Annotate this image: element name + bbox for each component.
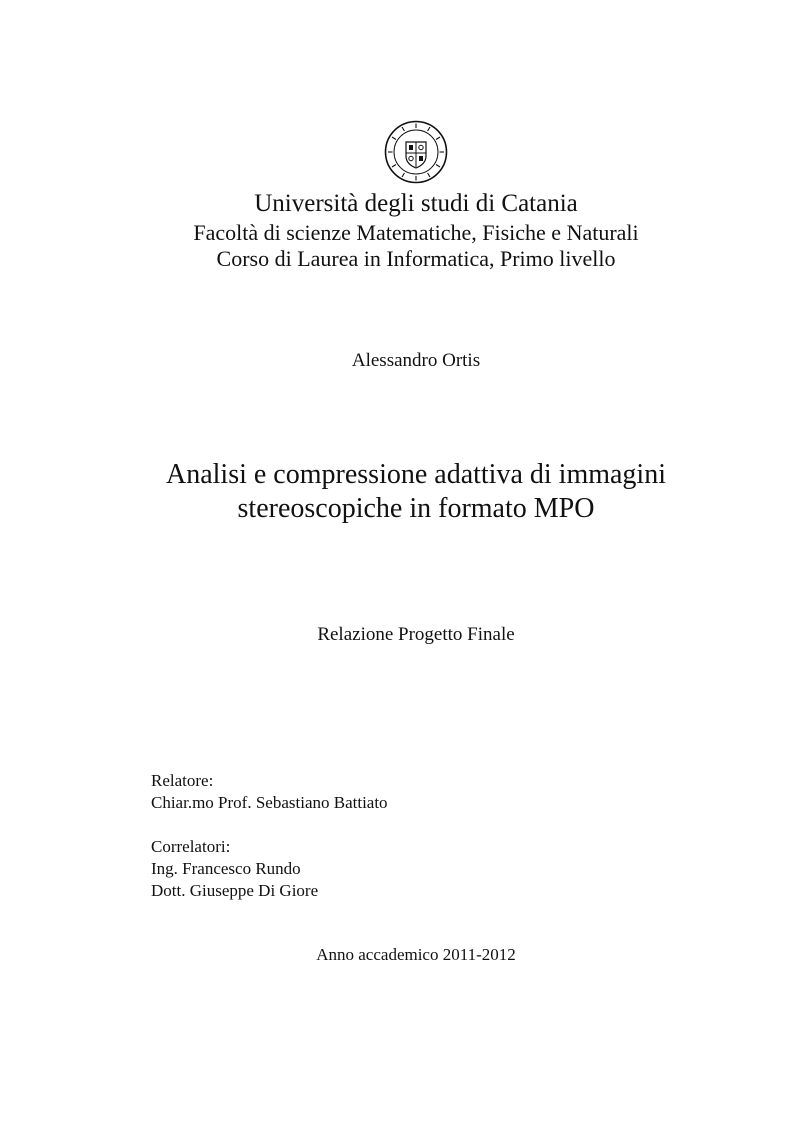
thesis-title-line-1: Analisi e compressione adattiva di immagini: [166, 459, 666, 490]
co-supervisor-name: Dott. Giuseppe Di Giore: [151, 881, 319, 900]
academic-year: Anno accademico 2011-2012: [316, 945, 516, 964]
degree-course: Corso di Laurea in Informatica, Primo livello: [216, 246, 616, 271]
faculty-name: Facoltà di scienze Matematiche, Fisiche e Naturali: [193, 220, 639, 245]
supervisor-name: Chiar.mo Prof. Sebastiano Battiato: [151, 793, 388, 812]
document-type: Relazione Progetto Finale: [317, 624, 515, 645]
co-supervisors-label: Correlatori:: [151, 837, 231, 856]
thesis-title-line-2: stereoscopiche in formato MPO: [237, 493, 595, 524]
co-supervisor-name: Ing. Francesco Rundo: [151, 859, 301, 878]
author-name: Alessandro Ortis: [351, 350, 481, 371]
supervisor-label: Relatore:: [151, 771, 214, 790]
university-name: Università degli studi di Catania: [254, 190, 578, 217]
university-seal-icon: [384, 120, 448, 184]
